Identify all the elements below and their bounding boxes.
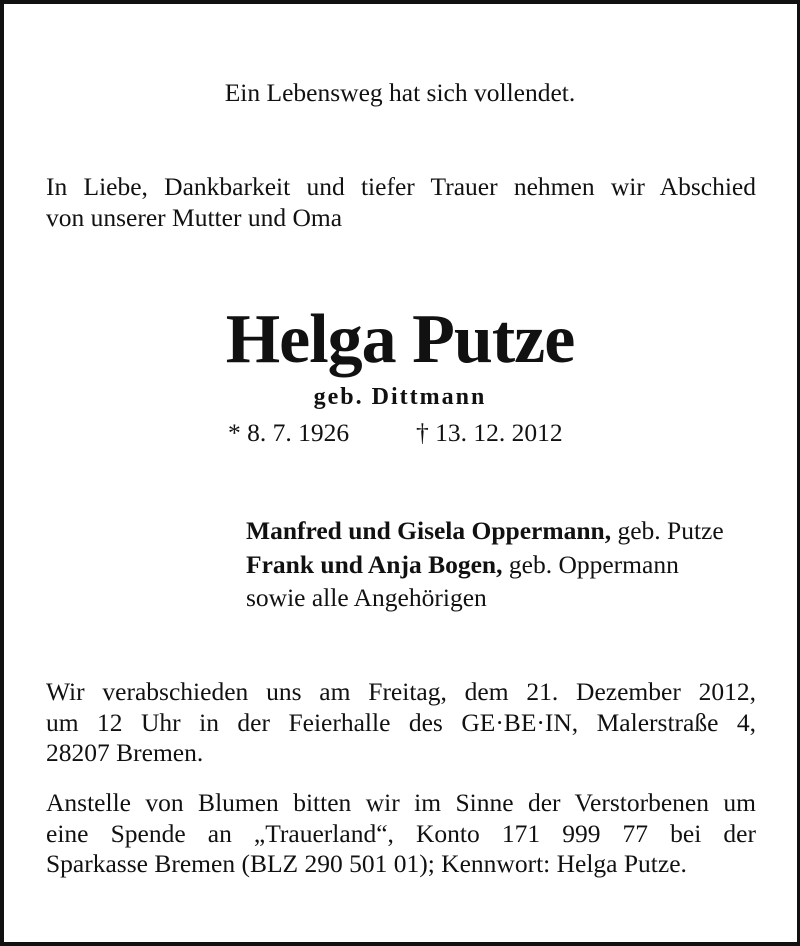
- mourner-line: sowie alle Angehörigen: [246, 583, 487, 612]
- donation-line: Sparkasse Bremen (BLZ 290 501 01); Kennwort: Helga Putze.: [46, 849, 687, 878]
- mourners-list: [246, 514, 724, 615]
- donation-line: eine Spende an „Trauerland“, Konto 171 999 77 bei der: [46, 818, 756, 848]
- farewell-line: In Liebe, Dankbarkeit und tiefer Trauer nehmen wir Abschied: [46, 172, 756, 201]
- farewell-paragraph: [46, 172, 756, 233]
- birth-date: * 8. 7. 1926: [228, 418, 350, 447]
- service-paragraph: [46, 677, 756, 769]
- deceased-name: Helga Putze: [225, 301, 575, 378]
- service-line: 28207 Bremen.: [46, 738, 204, 767]
- maiden-name: geb. Dittmann: [313, 384, 487, 410]
- farewell-line: von unserer Mutter und Oma: [46, 202, 343, 232]
- mourner-line: Frank und Anja Bogen, geb. Oppermann: [246, 549, 679, 579]
- mourner-line: Manfred und Gisela Oppermann, geb. Putze: [246, 516, 724, 545]
- service-line: um 12 Uhr in der Feierhalle des GE·BE·IN, Malerstraße 4,: [46, 707, 756, 737]
- donation-paragraph: [46, 788, 756, 880]
- service-line: Wir verabschieden uns am Freitag, dem 21. Dezember 2012,: [46, 677, 756, 706]
- donation-line: Anstelle von Blumen bitten wir im Sinne der Verstorbenen um: [46, 788, 756, 817]
- death-date: † 13. 12. 2012: [416, 418, 563, 447]
- intro-line: Ein Lebensweg hat sich vollendet.: [224, 78, 576, 107]
